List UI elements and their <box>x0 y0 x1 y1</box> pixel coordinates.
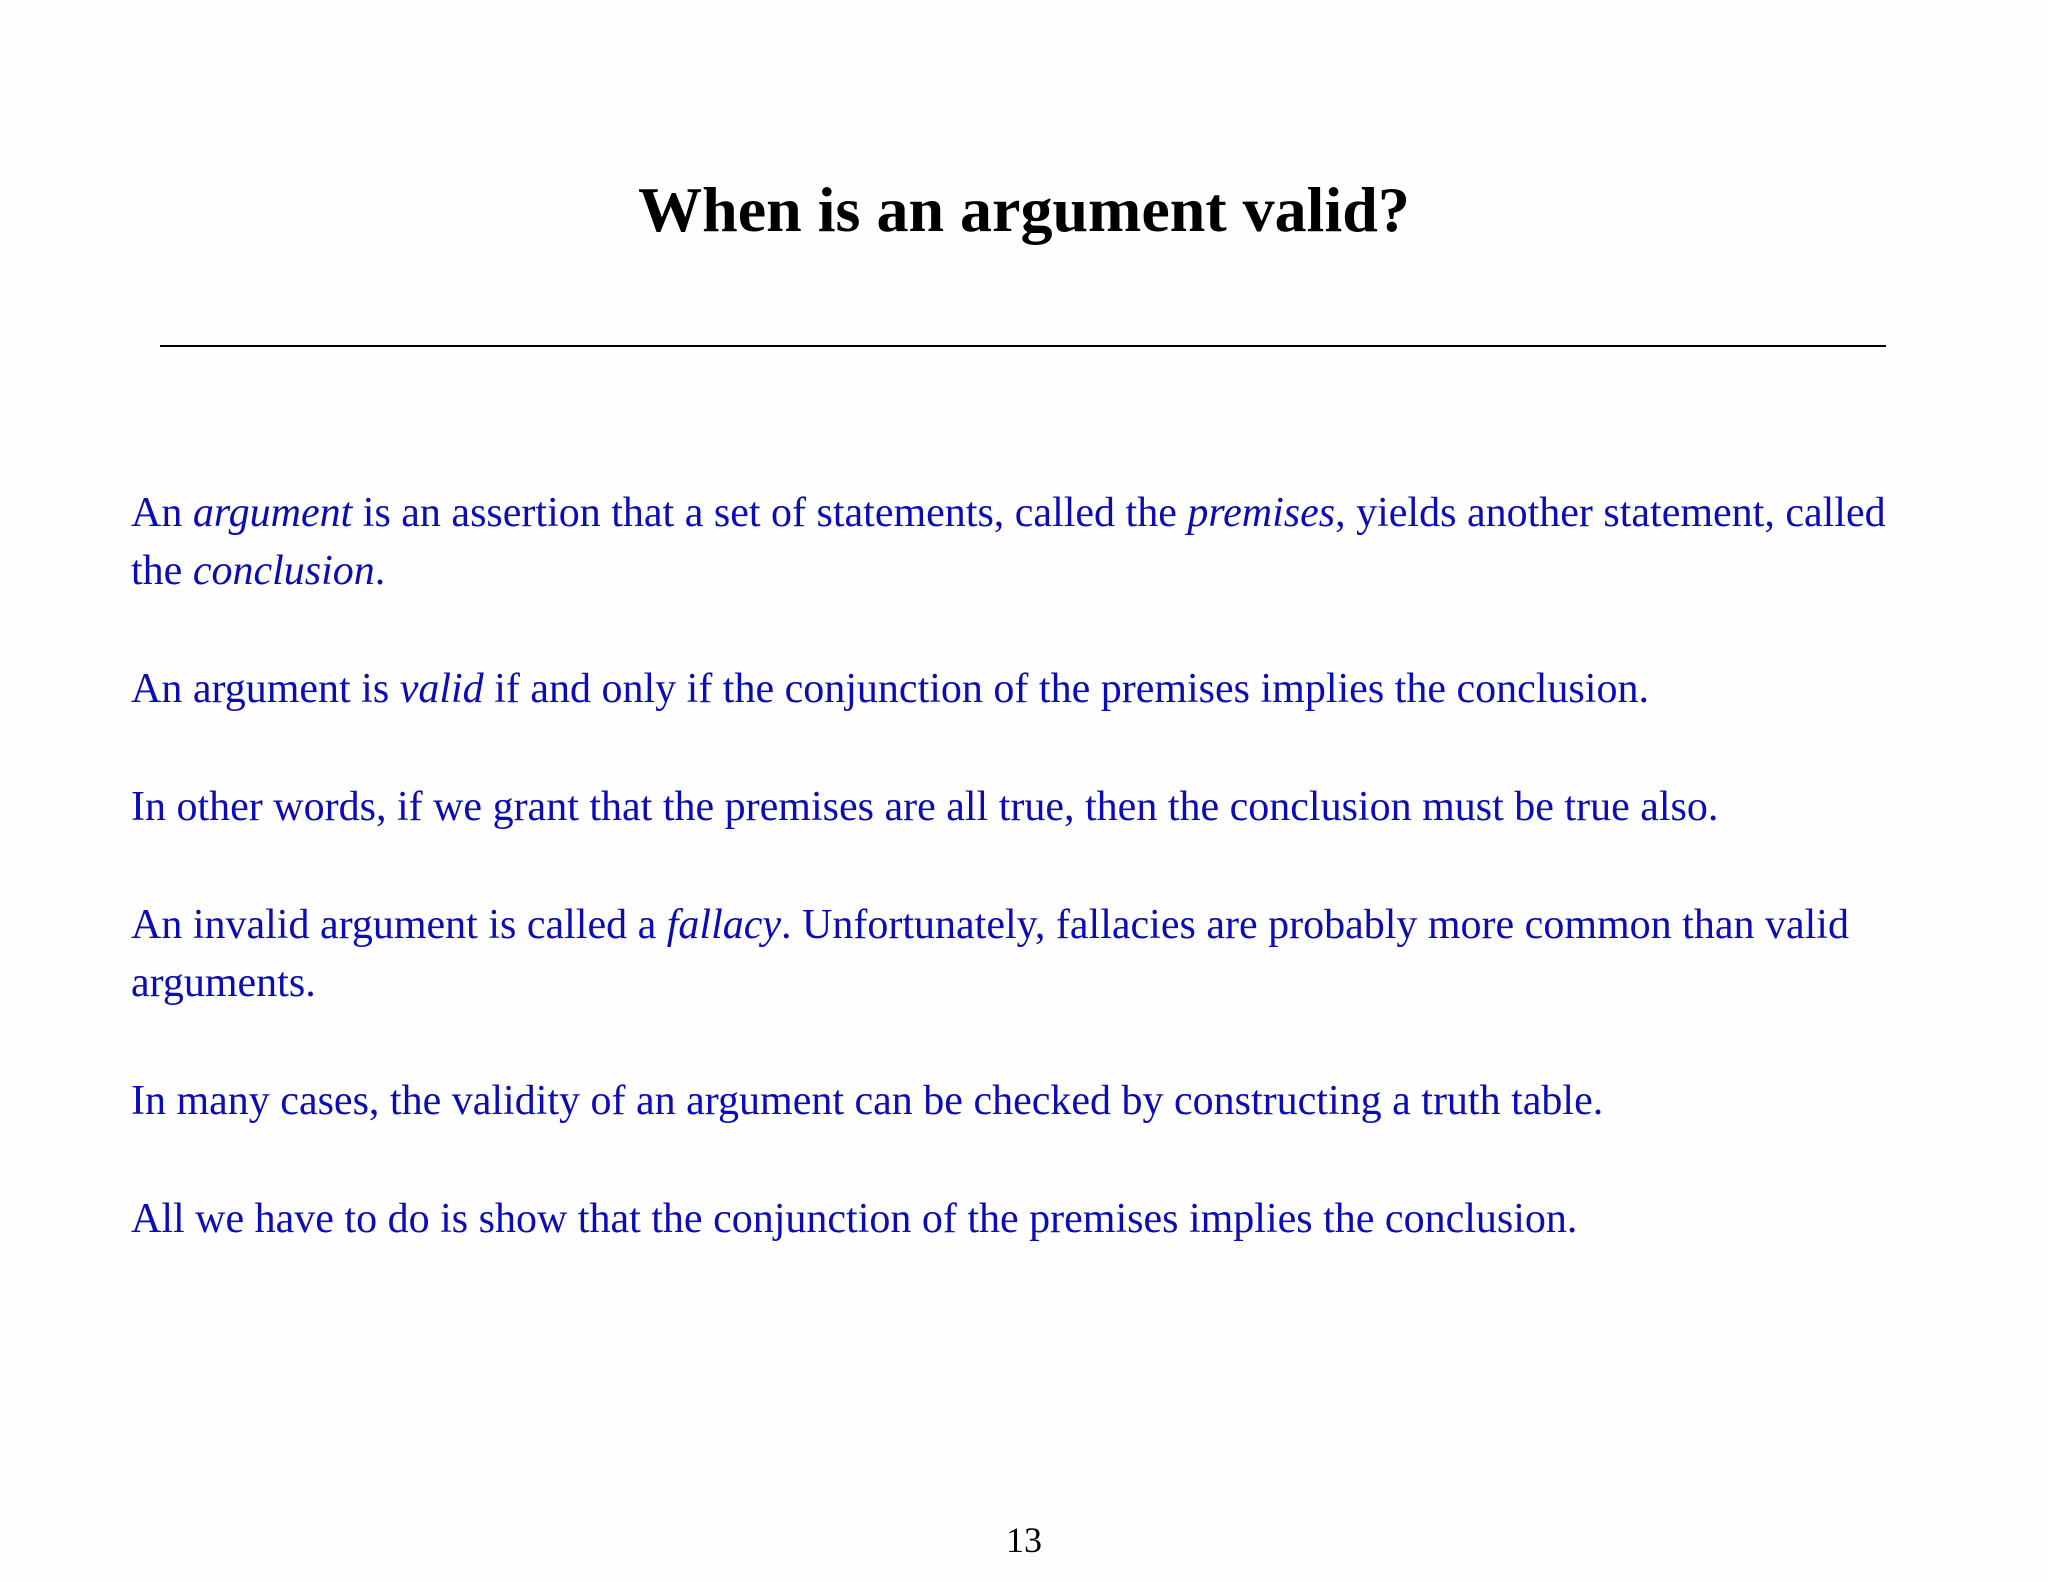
paragraph-in-other-words <box>131 778 1931 836</box>
paragraph-argument-definition <box>131 484 1931 600</box>
text-segment: . Unfortunately, fallacies are probably more common than valid arguments. <box>131 902 1849 1006</box>
text-segment: All we have to do is show that the conjunction of the premises implies the conclusion. <box>131 1196 1578 1242</box>
text-segment: An argument is <box>131 666 400 712</box>
paragraph-show-implication <box>131 1190 1931 1248</box>
term-argument: argument <box>192 490 353 536</box>
term-valid: valid <box>399 666 484 712</box>
paragraph-valid-definition <box>131 660 1931 718</box>
text-segment: . <box>374 548 386 594</box>
paragraph-fallacy <box>131 896 1931 1012</box>
text-segment: is an assertion that a set of statements, called the <box>352 490 1188 536</box>
text-segment: In other words, if we grant that the premises are all true, then the conclusion must be true also. <box>131 784 1719 830</box>
page-number: 13 <box>1006 1520 1042 1560</box>
term-fallacy: fallacy <box>666 902 782 948</box>
term-conclusion: conclusion <box>192 548 375 594</box>
text-segment: if and only if the conjunction of the premises implies the conclusion. <box>483 666 1649 712</box>
title-divider <box>160 345 1886 347</box>
text-segment: An <box>131 490 193 536</box>
term-premises: premises <box>1187 490 1336 536</box>
text-segment: , yields another statement, called the <box>131 490 1886 594</box>
text-segment: In many cases, the validity of an argument can be checked by constructing a truth table. <box>131 1078 1604 1124</box>
paragraph-truth-table <box>131 1072 1931 1130</box>
slide-title: When is an argument valid? <box>638 174 1410 245</box>
text-segment: An invalid argument is called a <box>131 902 667 948</box>
